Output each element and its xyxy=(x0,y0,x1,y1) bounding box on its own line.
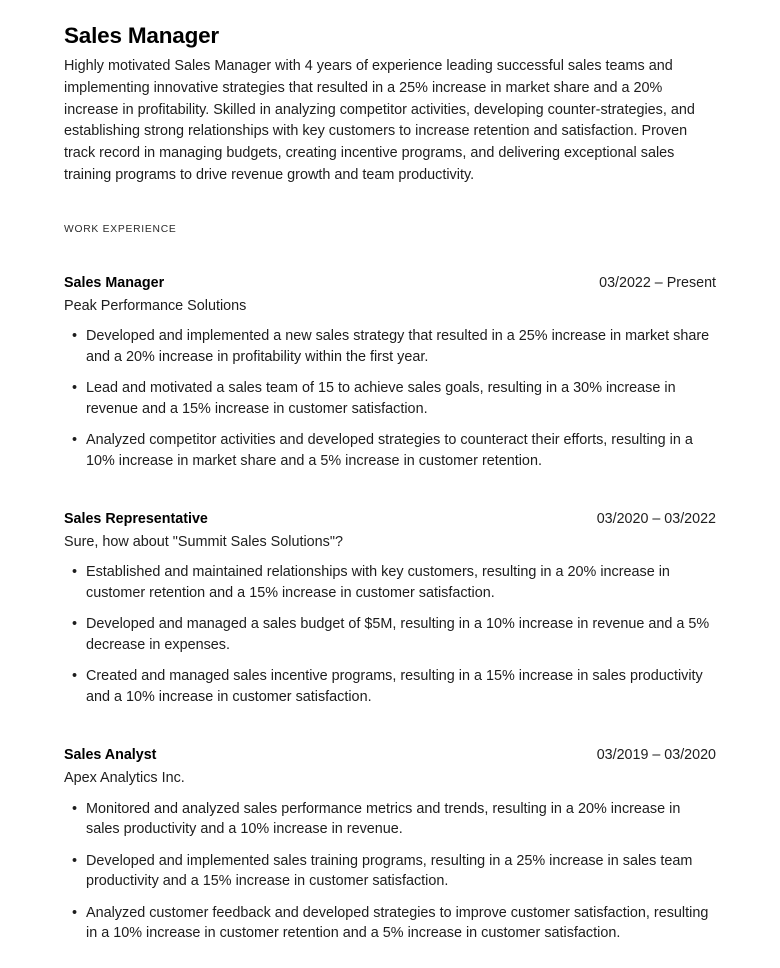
entry-header xyxy=(64,509,716,530)
list-item xyxy=(64,430,716,471)
bullet-icon: • xyxy=(72,904,78,921)
list-item xyxy=(64,326,716,367)
job-company: Peak Performance Solutions xyxy=(64,297,247,314)
list-item xyxy=(64,378,716,419)
list-item xyxy=(64,851,716,892)
list-item-text: Established and maintained relationships with key customers, resulting in a 20% increase in customer retention and a 15% increase in customer satisfaction. xyxy=(86,564,670,601)
achievement-list xyxy=(64,326,716,471)
work-experience-entry xyxy=(64,745,716,943)
list-item-text: Developed and managed a sales budget of $5M, resulting in a 10% increase in revenue and a 5% decrease in expenses. xyxy=(86,616,710,653)
list-item xyxy=(64,799,716,840)
list-item-text: Analyzed customer feedback and developed strategies to improve customer satisfaction, resulting in a 10% increase in customer retention and a 5% increase in customer satisfaction. xyxy=(86,904,709,942)
list-item xyxy=(64,903,716,944)
page-title: Sales Manager xyxy=(64,23,219,48)
job-title: Sales Representative xyxy=(64,511,208,528)
job-company: Apex Analytics Inc. xyxy=(64,770,185,787)
job-date-range: 03/2020 – 03/2022 xyxy=(596,511,716,528)
work-experience-entry xyxy=(64,273,716,471)
job-date-range: 03/2022 – Present xyxy=(599,274,716,291)
list-item-text: Monitored and analyzed sales performance metrics and trends, resulting in a 20% increase in sales productivity and a 10% increase in revenue. xyxy=(86,800,681,838)
achievement-list xyxy=(64,562,716,707)
bullet-icon: • xyxy=(72,668,78,685)
bullet-icon: • xyxy=(72,328,78,345)
entry-header xyxy=(64,273,716,294)
bullet-icon: • xyxy=(72,432,78,449)
list-item xyxy=(64,666,716,707)
list-item xyxy=(64,614,716,655)
professional-summary: Highly motivated Sales Manager with 4 years of experience leading successful sales teams and implementing innovative strategies that resulted in a 25% increase in market share and a 20% increase in profitability. Skilled in analyzing competitor activities, developing counter-strategies, and establishing strong relationships with key customers to increase retention and satisfaction. Proven track record in managing budgets, creating incentive programs, and delivering exceptional sales training programs to drive revenue growth and team productivity. xyxy=(64,58,695,183)
entry-header xyxy=(64,745,716,766)
bullet-icon: • xyxy=(72,564,78,581)
work-experience-entry xyxy=(64,509,716,707)
list-item-text: Developed and implemented sales training programs, resulting in a 25% increase in sales team productivity and a 15% increase in customer satisfaction. xyxy=(86,852,693,890)
job-title: Sales Analyst xyxy=(64,747,157,764)
bullet-icon: • xyxy=(72,380,78,397)
list-item-text: Created and managed sales incentive programs, resulting in a 15% increase in sales productivity and a 10% increase in customer satisfaction. xyxy=(86,668,703,705)
list-item xyxy=(64,562,716,603)
list-item-text: Developed and implemented a new sales strategy that resulted in a 25% increase in market share and a 20% increase in profitability within the first year. xyxy=(86,328,710,365)
job-company: Sure, how about "Summit Sales Solutions"? xyxy=(64,533,343,550)
job-date-range: 03/2019 – 03/2020 xyxy=(596,747,716,764)
list-item-text: Lead and motivated a sales team of 15 to achieve sales goals, resulting in a 30% increase in revenue and a 15% increase in customer satisfaction. xyxy=(86,380,676,417)
achievement-list xyxy=(64,799,716,944)
bullet-icon: • xyxy=(72,616,78,633)
section-heading-work-experience: WORK EXPERIENCE xyxy=(64,223,177,235)
list-item-text: Analyzed competitor activities and developed strategies to counteract their efforts, resulting in a 10% increase in market share and a 5% increase in customer retention. xyxy=(86,432,693,469)
bullet-icon: • xyxy=(72,800,78,817)
bullet-icon: • xyxy=(72,852,78,869)
job-title: Sales Manager xyxy=(64,274,165,291)
